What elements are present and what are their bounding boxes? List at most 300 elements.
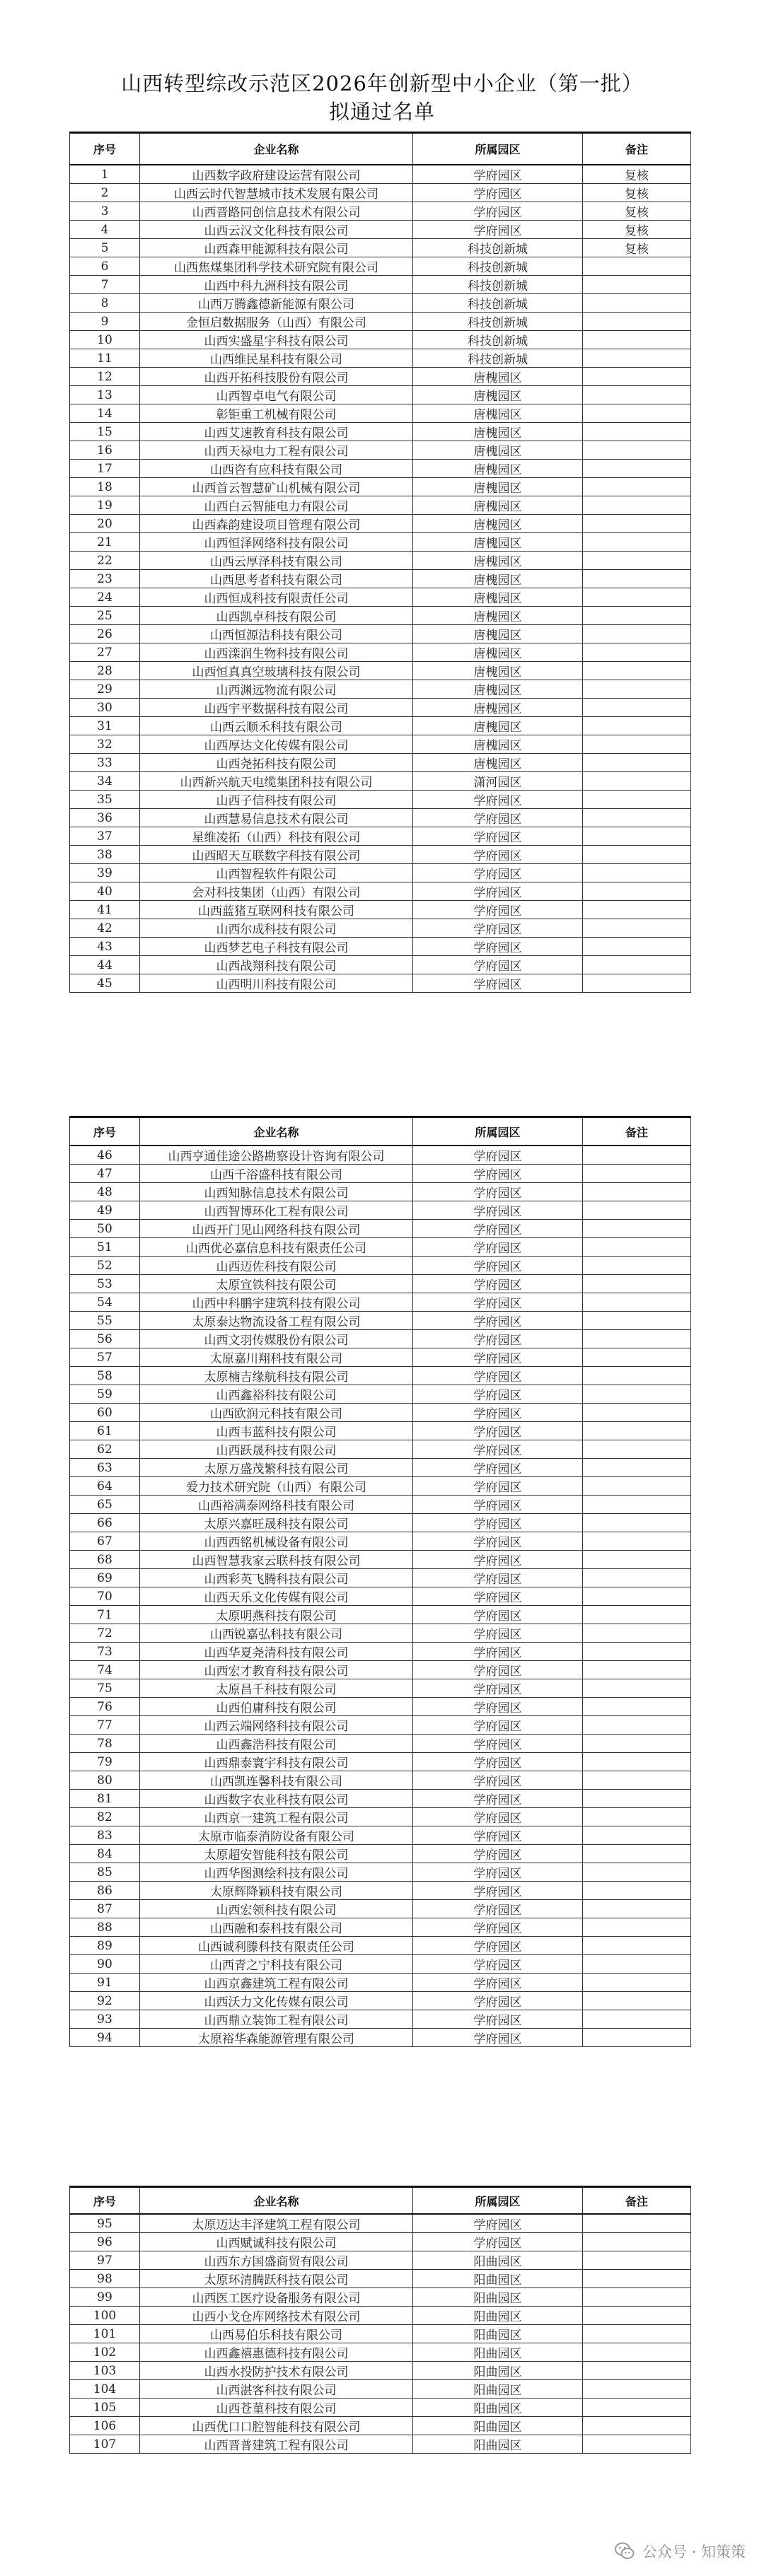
cell-no: 29 xyxy=(70,680,140,699)
cell-note xyxy=(583,386,691,404)
cell-note xyxy=(583,478,691,496)
cell-park: 学府园区 xyxy=(413,1992,583,2010)
cell-company-name: 山西苍菫科技有限公司 xyxy=(140,2399,413,2417)
cell-note xyxy=(583,1643,691,1661)
table-row xyxy=(70,1863,691,1882)
table-row xyxy=(70,1348,691,1367)
cell-company-name: 山西小戈仓库网络技术有限公司 xyxy=(140,2307,413,2325)
cell-company-name: 山西宇平数据科技有限公司 xyxy=(140,699,413,717)
cell-company-name: 山西诚利滕科技有限责任公司 xyxy=(140,1937,413,1955)
cell-no: 36 xyxy=(70,809,140,827)
cell-park: 学府园区 xyxy=(413,1165,583,1183)
cell-no: 88 xyxy=(70,1918,140,1937)
cell-no: 76 xyxy=(70,1698,140,1716)
cell-note xyxy=(583,2029,691,2047)
cell-no: 70 xyxy=(70,1587,140,1606)
cell-park: 学府园区 xyxy=(413,1826,583,1845)
cell-no: 25 xyxy=(70,607,140,625)
cell-no: 57 xyxy=(70,1348,140,1367)
cell-park: 科技创新城 xyxy=(413,331,583,349)
watermark-text: 公众号 · 知策策 xyxy=(642,2543,746,2560)
header-no: 序号 xyxy=(70,2187,140,2215)
table-row xyxy=(70,1404,691,1422)
table-row xyxy=(70,882,691,901)
cell-company-name: 山西文羽传媒股份有限公司 xyxy=(140,1330,413,1348)
cell-company-name: 山西宏领科技有限公司 xyxy=(140,1900,413,1918)
cell-park: 学府园区 xyxy=(413,1790,583,1808)
cell-company-name: 太原明燕科技有限公司 xyxy=(140,1606,413,1624)
cell-company-name: 山西智程软件有限公司 xyxy=(140,864,413,882)
cell-park: 阳曲园区 xyxy=(413,2251,583,2270)
table-row xyxy=(70,846,691,864)
cell-note xyxy=(583,1808,691,1826)
table-row xyxy=(70,257,691,276)
cell-company-name: 山西天禄电力工程有限公司 xyxy=(140,441,413,460)
cell-park: 唐槐园区 xyxy=(413,496,583,515)
cell-note xyxy=(583,1201,691,1220)
cell-company-name: 山西蓝猪互联网科技有限公司 xyxy=(140,901,413,919)
cell-park: 唐槐园区 xyxy=(413,662,583,680)
cell-park: 学府园区 xyxy=(413,882,583,901)
cell-company-name: 山西中科鹏宇建筑科技有限公司 xyxy=(140,1293,413,1312)
cell-park: 学府园区 xyxy=(413,1330,583,1348)
cell-company-name: 山西京一建筑工程有限公司 xyxy=(140,1808,413,1826)
cell-park: 学府园区 xyxy=(413,1312,583,1330)
cell-park: 阳曲园区 xyxy=(413,2270,583,2288)
header-no: 序号 xyxy=(70,1117,140,1146)
cell-park: 学府园区 xyxy=(413,1569,583,1587)
cell-park: 唐槐园区 xyxy=(413,570,583,588)
cell-note xyxy=(583,1753,691,1771)
cell-no: 43 xyxy=(70,938,140,956)
table-row xyxy=(70,956,691,974)
cell-no: 13 xyxy=(70,386,140,404)
table-row xyxy=(70,349,691,368)
cell-company-name: 山西尧拓科技有限公司 xyxy=(140,754,413,772)
cell-company-name: 山西尔成科技有限公司 xyxy=(140,919,413,938)
cell-company-name: 山西厚达文化传媒有限公司 xyxy=(140,735,413,754)
table-row xyxy=(70,607,691,625)
table-row xyxy=(70,1955,691,1974)
cell-company-name: 太原嘉川翔科技有限公司 xyxy=(140,1348,413,1367)
cell-no: 83 xyxy=(70,1826,140,1845)
table-row xyxy=(70,460,691,478)
cell-company-name: 山西咨有应科技有限公司 xyxy=(140,460,413,478)
table-row xyxy=(70,313,691,331)
cell-company-name: 山西智博环化工程有限公司 xyxy=(140,1201,413,1220)
cell-no: 32 xyxy=(70,735,140,754)
cell-park: 科技创新城 xyxy=(413,294,583,313)
cell-park: 学府园区 xyxy=(413,919,583,938)
cell-company-name: 山西云时代智慧城市技术发展有限公司 xyxy=(140,184,413,202)
cell-no: 45 xyxy=(70,974,140,993)
table-row xyxy=(70,515,691,533)
title-line-2: 拟通过名单 xyxy=(328,100,435,124)
cell-company-name: 山西知脉信息技术有限公司 xyxy=(140,1183,413,1201)
cell-note xyxy=(583,1459,691,1477)
cell-park: 唐槐园区 xyxy=(413,754,583,772)
cell-park: 唐槐园区 xyxy=(413,717,583,735)
cell-company-name: 山西智慧我家云联科技有限公司 xyxy=(140,1551,413,1569)
cell-note: 复核 xyxy=(583,184,691,202)
cell-note xyxy=(583,1367,691,1385)
cell-park: 学府园区 xyxy=(413,1477,583,1496)
cell-note xyxy=(583,2010,691,2029)
cell-note xyxy=(583,1257,691,1275)
cell-note xyxy=(583,2214,691,2233)
cell-company-name: 山西湛客科技有限公司 xyxy=(140,2380,413,2399)
cell-park: 学府园区 xyxy=(413,1459,583,1477)
cell-no: 51 xyxy=(70,1238,140,1257)
cell-company-name: 爱力技术研究院（山西）有限公司 xyxy=(140,1477,413,1496)
cell-company-name: 山西思考者科技有限公司 xyxy=(140,570,413,588)
cell-no: 40 xyxy=(70,882,140,901)
cell-note xyxy=(583,1900,691,1918)
cell-note xyxy=(583,1293,691,1312)
cell-note xyxy=(583,1661,691,1679)
table-row xyxy=(70,2307,691,2325)
cell-note xyxy=(583,717,691,735)
cell-no: 21 xyxy=(70,533,140,552)
cell-company-name: 山西数字政府建设运营有限公司 xyxy=(140,165,413,184)
cell-no: 95 xyxy=(70,2214,140,2233)
cell-note xyxy=(583,496,691,515)
table-row xyxy=(70,1496,691,1514)
table-row xyxy=(70,202,691,221)
cell-company-name: 山西明川科技有限公司 xyxy=(140,974,413,993)
table-row xyxy=(70,1735,691,1753)
cell-note xyxy=(583,2417,691,2435)
cell-note xyxy=(583,1826,691,1845)
cell-no: 20 xyxy=(70,515,140,533)
cell-note xyxy=(583,1937,691,1955)
cell-park: 阳曲园区 xyxy=(413,2417,583,2435)
table-row xyxy=(70,1367,691,1385)
cell-company-name: 太原迈达丰泽建筑工程有限公司 xyxy=(140,2214,413,2233)
cell-park: 唐槐园区 xyxy=(413,386,583,404)
cell-company-name: 山西沃力文化传媒有限公司 xyxy=(140,1992,413,2010)
cell-no: 61 xyxy=(70,1422,140,1440)
table-row xyxy=(70,717,691,735)
cell-note xyxy=(583,2435,691,2454)
cell-park: 学府园区 xyxy=(413,1698,583,1716)
cell-no: 23 xyxy=(70,570,140,588)
table-row xyxy=(70,643,691,662)
cell-company-name: 山西锐嘉弘科技有限公司 xyxy=(140,1624,413,1643)
table-row xyxy=(70,1569,691,1587)
cell-company-name: 太原环清腾跃科技有限公司 xyxy=(140,2270,413,2288)
table-row xyxy=(70,2214,691,2233)
cell-company-name: 山西森韵建设项目管理有限公司 xyxy=(140,515,413,533)
table-row xyxy=(70,165,691,184)
table-row xyxy=(70,1220,691,1238)
header-name: 企业名称 xyxy=(140,1117,413,1146)
cell-company-name: 山西梦艺电子科技有限公司 xyxy=(140,938,413,956)
cell-note xyxy=(583,1918,691,1937)
cell-no: 16 xyxy=(70,441,140,460)
cell-company-name: 会对科技集团（山西）有限公司 xyxy=(140,882,413,901)
cell-note xyxy=(583,331,691,349)
cell-no: 100 xyxy=(70,2307,140,2325)
cell-company-name: 山西新兴航天电缆集团科技有限公司 xyxy=(140,772,413,791)
cell-company-name: 山西云顺禾科技有限公司 xyxy=(140,717,413,735)
cell-no: 75 xyxy=(70,1679,140,1698)
cell-no: 59 xyxy=(70,1385,140,1404)
cell-no: 87 xyxy=(70,1900,140,1918)
cell-note xyxy=(583,588,691,607)
cell-company-name: 太原辉降颖科技有限公司 xyxy=(140,1882,413,1900)
cell-company-name: 山西彩英飞腾科技有限公司 xyxy=(140,1569,413,1587)
table-row xyxy=(70,2380,691,2399)
cell-park: 学府园区 xyxy=(413,1900,583,1918)
cell-park: 学府园区 xyxy=(413,1532,583,1551)
wechat-icon xyxy=(614,2541,635,2562)
table-row xyxy=(70,1661,691,1679)
cell-park: 学府园区 xyxy=(413,184,583,202)
cell-no: 86 xyxy=(70,1882,140,1900)
table-row xyxy=(70,1312,691,1330)
table-row xyxy=(70,1440,691,1459)
cell-park: 学府园区 xyxy=(413,1753,583,1771)
table-row xyxy=(70,441,691,460)
cell-company-name: 山西京鑫建筑工程有限公司 xyxy=(140,1974,413,1992)
cell-no: 5 xyxy=(70,239,140,257)
table-row xyxy=(70,294,691,313)
cell-park: 学府园区 xyxy=(413,901,583,919)
cell-no: 24 xyxy=(70,588,140,607)
cell-park: 学府园区 xyxy=(413,1514,583,1532)
cell-company-name: 太原市临泰消防设备有限公司 xyxy=(140,1826,413,1845)
cell-park: 学府园区 xyxy=(413,956,583,974)
cell-park: 科技创新城 xyxy=(413,276,583,294)
table-row xyxy=(70,1845,691,1863)
cell-no: 37 xyxy=(70,827,140,846)
cell-no: 53 xyxy=(70,1275,140,1293)
cell-note xyxy=(583,1183,691,1201)
cell-company-name: 山西千浴盛科技有限公司 xyxy=(140,1165,413,1183)
table-row xyxy=(70,1532,691,1551)
cell-company-name: 山西宏才教育科技有限公司 xyxy=(140,1661,413,1679)
cell-park: 学府园区 xyxy=(413,1845,583,1863)
cell-no: 62 xyxy=(70,1440,140,1459)
cell-company-name: 山西天乐文化传媒有限公司 xyxy=(140,1587,413,1606)
cell-company-name: 山西鼎泰寰宇科技有限公司 xyxy=(140,1753,413,1771)
cell-park: 唐槐园区 xyxy=(413,478,583,496)
cell-note xyxy=(583,864,691,882)
cell-note xyxy=(583,2325,691,2343)
header-note: 备注 xyxy=(583,133,691,165)
table-row xyxy=(70,276,691,294)
cell-park: 学府园区 xyxy=(413,938,583,956)
cell-company-name: 山西青之宁科技有限公司 xyxy=(140,1955,413,1974)
cell-park: 阳曲园区 xyxy=(413,2362,583,2380)
cell-company-name: 山西滦润生物科技有限公司 xyxy=(140,643,413,662)
cell-note xyxy=(583,1330,691,1348)
cell-no: 27 xyxy=(70,643,140,662)
cell-no: 92 xyxy=(70,1992,140,2010)
table-row xyxy=(70,2399,691,2417)
table-row xyxy=(70,754,691,772)
table-row xyxy=(70,1183,691,1201)
cell-no: 105 xyxy=(70,2399,140,2417)
cell-company-name: 山西水投防护技术有限公司 xyxy=(140,2362,413,2380)
cell-park: 学府园区 xyxy=(413,2029,583,2047)
cell-note xyxy=(583,1532,691,1551)
cell-park: 阳曲园区 xyxy=(413,2380,583,2399)
cell-note xyxy=(583,533,691,552)
cell-note xyxy=(583,257,691,276)
table-row xyxy=(70,1422,691,1440)
cell-no: 6 xyxy=(70,257,140,276)
table-row xyxy=(70,1587,691,1606)
cell-no: 44 xyxy=(70,956,140,974)
cell-note xyxy=(583,1348,691,1367)
cell-note xyxy=(583,680,691,699)
cell-no: 98 xyxy=(70,2270,140,2288)
cell-no: 17 xyxy=(70,460,140,478)
cell-note xyxy=(583,662,691,680)
cell-no: 41 xyxy=(70,901,140,919)
table-row xyxy=(70,496,691,515)
cell-company-name: 太原楠吉缘航科技有限公司 xyxy=(140,1367,413,1385)
cell-note xyxy=(583,1165,691,1183)
cell-park: 学府园区 xyxy=(413,221,583,239)
cell-company-name: 山西凯连馨科技有限公司 xyxy=(140,1771,413,1790)
cell-park: 唐槐园区 xyxy=(413,643,583,662)
cell-no: 52 xyxy=(70,1257,140,1275)
table-row xyxy=(70,1624,691,1643)
table-row xyxy=(70,1477,691,1496)
cell-company-name: 太原泰达物流设备工程有限公司 xyxy=(140,1312,413,1330)
cell-no: 97 xyxy=(70,2251,140,2270)
table-row xyxy=(70,1385,691,1404)
cell-note xyxy=(583,1220,691,1238)
cell-park: 学府园区 xyxy=(413,1293,583,1312)
cell-note xyxy=(583,276,691,294)
cell-park: 唐槐园区 xyxy=(413,460,583,478)
cell-company-name: 山西艾速教育科技有限公司 xyxy=(140,423,413,441)
cell-no: 28 xyxy=(70,662,140,680)
watermark xyxy=(614,2537,746,2565)
cell-note xyxy=(583,846,691,864)
table-row xyxy=(70,864,691,882)
cell-company-name: 山西华夏尧清科技有限公司 xyxy=(140,1643,413,1661)
cell-note xyxy=(583,956,691,974)
cell-company-name: 山西华图测绘科技有限公司 xyxy=(140,1863,413,1882)
cell-company-name: 山西昭天互联数字科技有限公司 xyxy=(140,846,413,864)
cell-no: 103 xyxy=(70,2362,140,2380)
cell-note xyxy=(583,1606,691,1624)
cell-note: 复核 xyxy=(583,239,691,257)
cell-note xyxy=(583,1477,691,1496)
cell-company-name: 山西首云智慧矿山机械有限公司 xyxy=(140,478,413,496)
cell-park: 学府园区 xyxy=(413,1587,583,1606)
cell-note xyxy=(583,1275,691,1293)
table-row xyxy=(70,2325,691,2343)
cell-park: 学府园区 xyxy=(413,2214,583,2233)
cell-park: 阳曲园区 xyxy=(413,2307,583,2325)
cell-note xyxy=(583,772,691,791)
cell-company-name: 山西东方国盛商贸有限公司 xyxy=(140,2251,413,2270)
table-row xyxy=(70,2417,691,2435)
cell-park: 阳曲园区 xyxy=(413,2435,583,2454)
cell-no: 104 xyxy=(70,2380,140,2399)
table-header-row xyxy=(70,133,691,165)
table-row xyxy=(70,1165,691,1183)
cell-park: 科技创新城 xyxy=(413,239,583,257)
table-row xyxy=(70,1606,691,1624)
table-row xyxy=(70,552,691,570)
cell-park: 学府园区 xyxy=(413,1955,583,1974)
cell-park: 阳曲园区 xyxy=(413,2288,583,2307)
cell-note xyxy=(583,1679,691,1698)
cell-note xyxy=(583,2288,691,2307)
cell-no: 73 xyxy=(70,1643,140,1661)
table-row xyxy=(70,588,691,607)
cell-park: 学府园区 xyxy=(413,1882,583,1900)
cell-note xyxy=(583,2399,691,2417)
table-row xyxy=(70,625,691,643)
cell-no: 102 xyxy=(70,2343,140,2362)
cell-note xyxy=(583,1496,691,1514)
cell-no: 38 xyxy=(70,846,140,864)
cell-note xyxy=(583,1385,691,1404)
table-row xyxy=(70,1937,691,1955)
cell-company-name: 山西开门见山网络科技有限公司 xyxy=(140,1220,413,1238)
cell-park: 阳曲园区 xyxy=(413,2325,583,2343)
cell-no: 93 xyxy=(70,2010,140,2029)
cell-note xyxy=(583,460,691,478)
cell-park: 唐槐园区 xyxy=(413,423,583,441)
table-row xyxy=(70,221,691,239)
cell-park: 学府园区 xyxy=(413,864,583,882)
cell-no: 4 xyxy=(70,221,140,239)
cell-note xyxy=(583,643,691,662)
cell-no: 26 xyxy=(70,625,140,643)
table-row xyxy=(70,1514,691,1532)
cell-company-name: 山西优必嘉信息科技有限责任公司 xyxy=(140,1238,413,1257)
cell-company-name: 太原裕华森能源管理有限公司 xyxy=(140,2029,413,2047)
cell-company-name: 山西鑫禧惠德科技有限公司 xyxy=(140,2343,413,2362)
company-table-page-3 xyxy=(69,2186,691,2454)
cell-park: 学府园区 xyxy=(413,1606,583,1624)
table-row xyxy=(70,533,691,552)
cell-park: 阳曲园区 xyxy=(413,2399,583,2417)
cell-no: 85 xyxy=(70,1863,140,1882)
cell-park: 唐槐园区 xyxy=(413,625,583,643)
cell-no: 56 xyxy=(70,1330,140,1348)
cell-company-name: 山西维民星科技有限公司 xyxy=(140,349,413,368)
table-header-row xyxy=(70,2187,691,2215)
table-row xyxy=(70,2251,691,2270)
cell-park: 学府园区 xyxy=(413,1201,583,1220)
cell-company-name: 太原宣铁科技有限公司 xyxy=(140,1275,413,1293)
cell-company-name: 山西恒源洁科技有限公司 xyxy=(140,625,413,643)
table-row xyxy=(70,662,691,680)
header-no: 序号 xyxy=(70,133,140,165)
cell-park: 唐槐园区 xyxy=(413,588,583,607)
table-row xyxy=(70,2288,691,2307)
cell-note xyxy=(583,1771,691,1790)
header-park: 所属园区 xyxy=(413,133,583,165)
cell-no: 79 xyxy=(70,1753,140,1771)
table-row xyxy=(70,478,691,496)
cell-company-name: 山西赋诚科技有限公司 xyxy=(140,2233,413,2251)
cell-no: 81 xyxy=(70,1790,140,1808)
cell-company-name: 山西云汉文化科技有限公司 xyxy=(140,221,413,239)
cell-no: 8 xyxy=(70,294,140,313)
cell-note xyxy=(583,754,691,772)
